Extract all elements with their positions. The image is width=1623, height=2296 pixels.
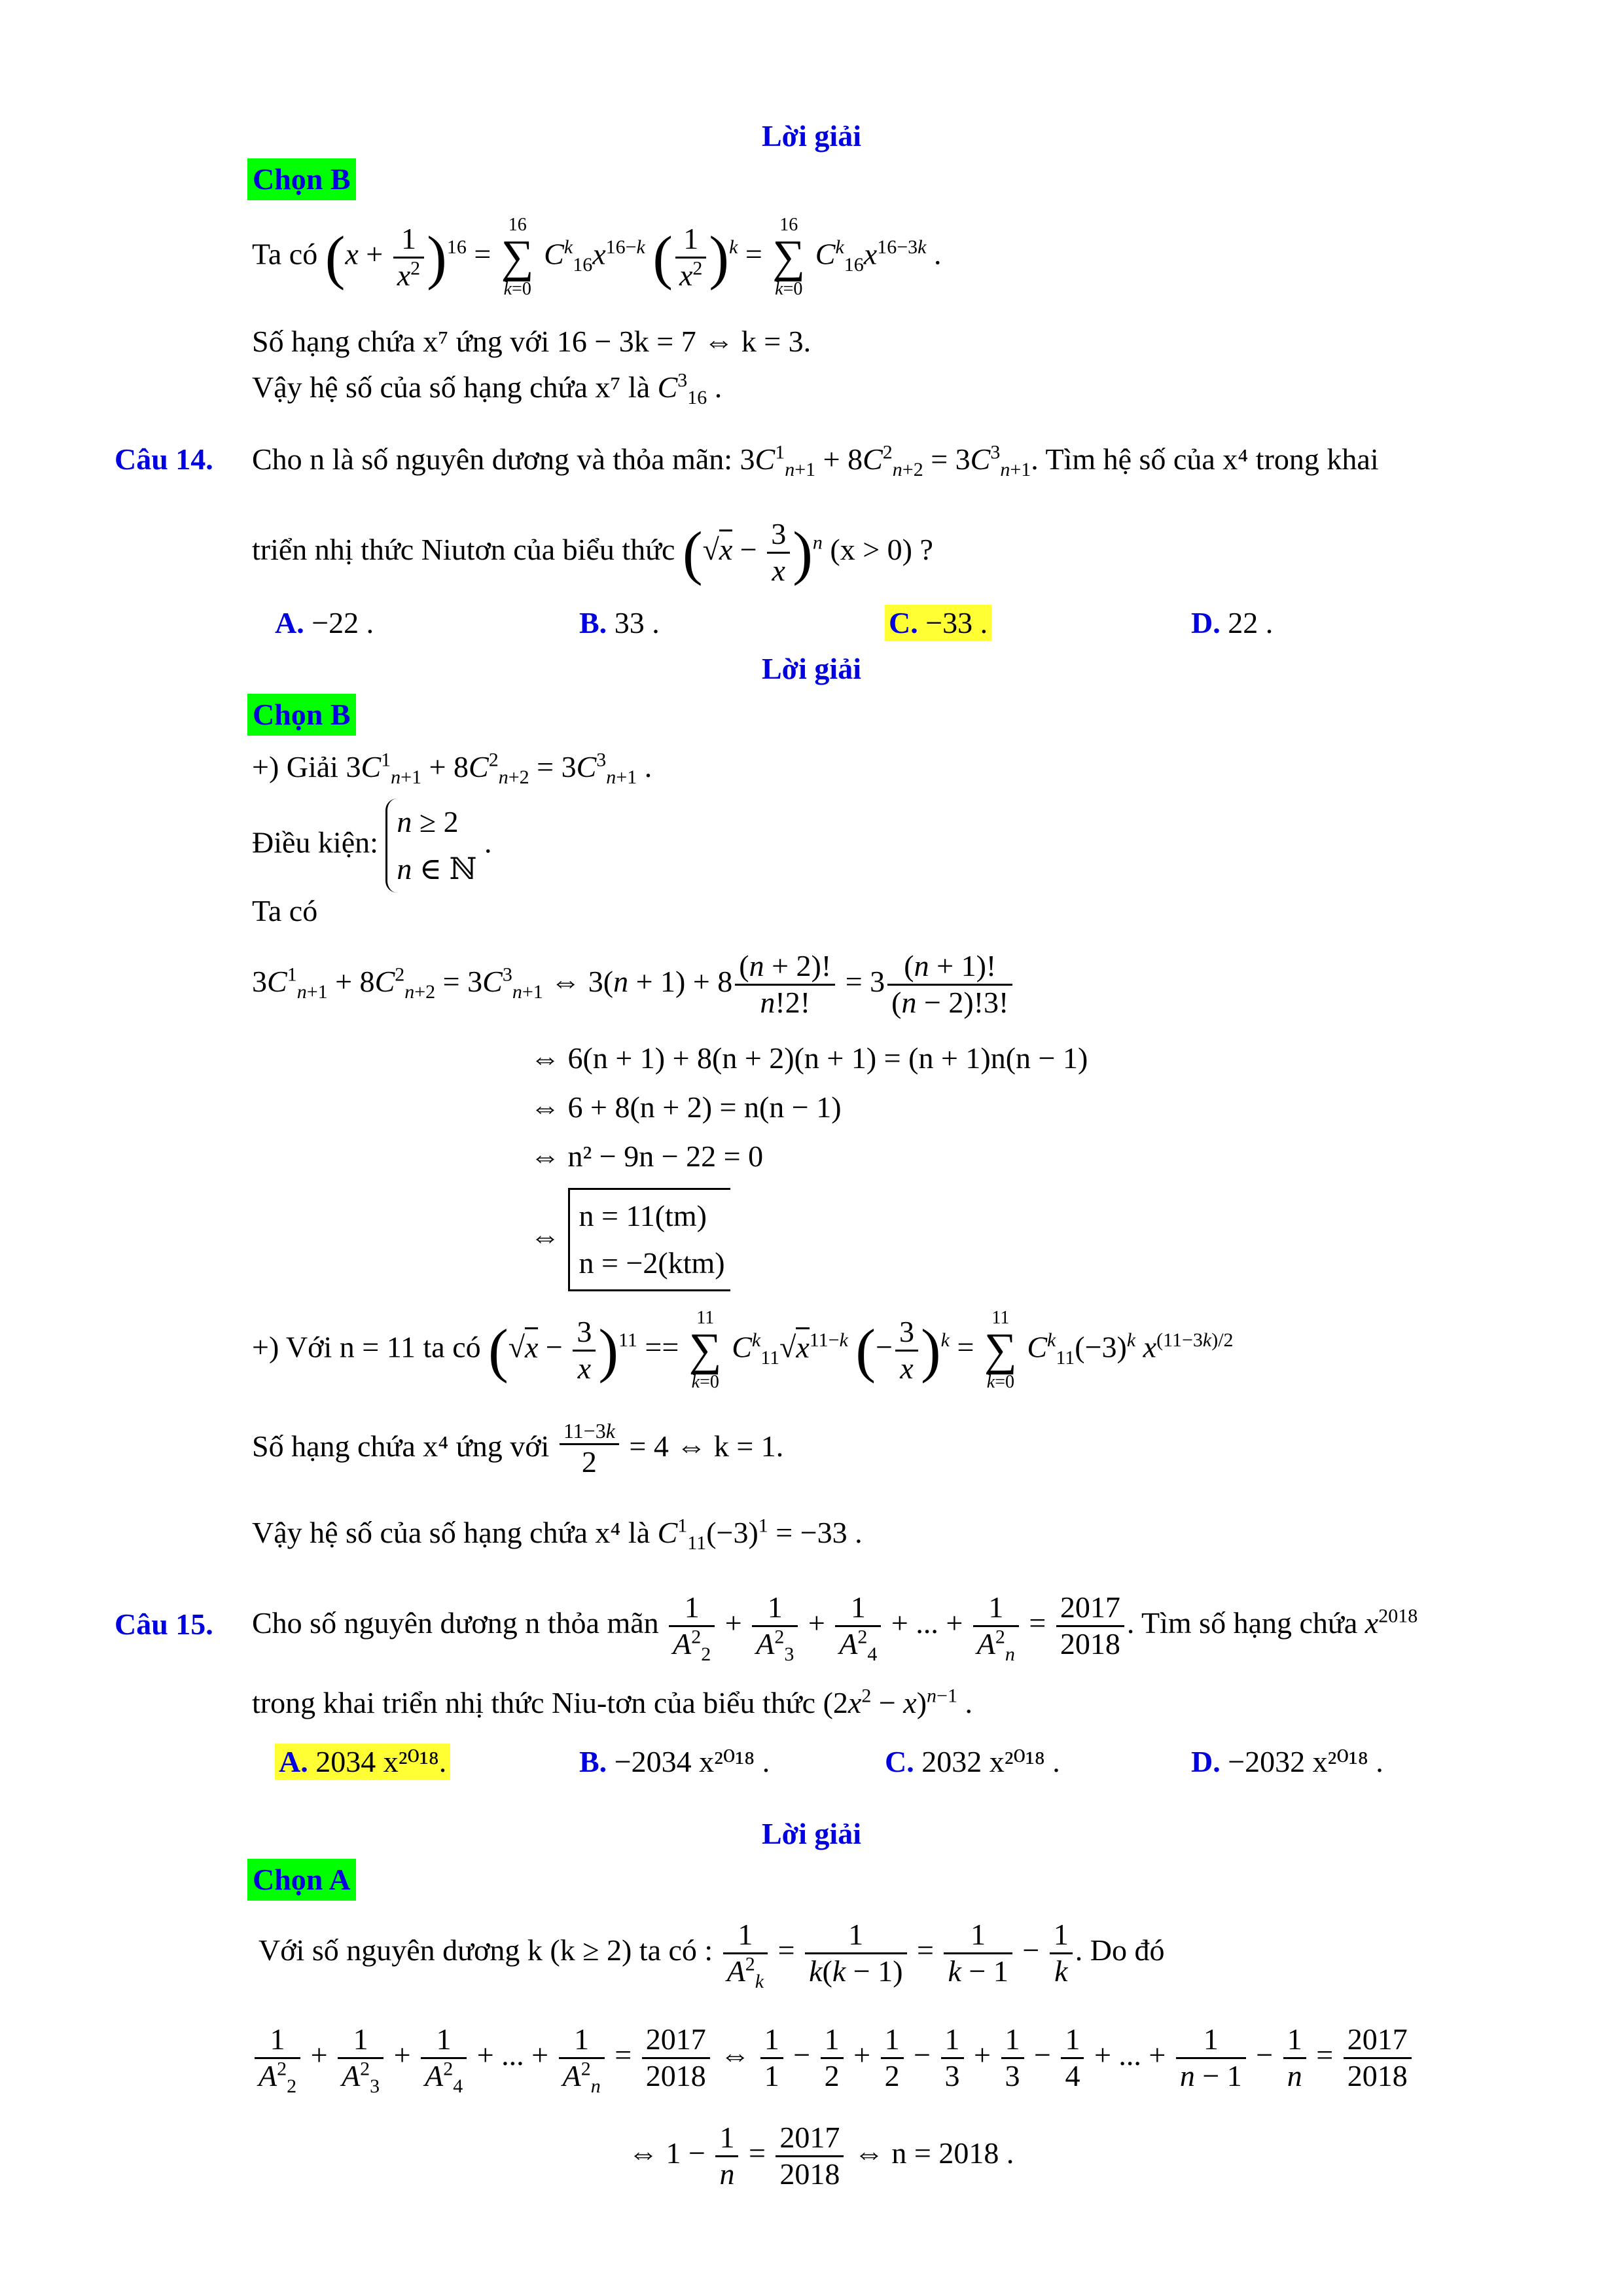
q15-option-a[interactable]: A. 2034 x²⁰¹⁸.	[275, 1741, 450, 1783]
q15-option-d[interactable]: D. −2032 x²⁰¹⁸ .	[1191, 1745, 1383, 1778]
solution-heading: Lời giải	[762, 652, 861, 685]
question-15-label: Câu 15.	[115, 1607, 213, 1641]
q14-option-c[interactable]: C. −33 .	[885, 602, 991, 644]
coefficient-conclusion: Vậy hệ số của số hạng chứa x⁷ là $C^3_{16}$ .	[252, 369, 722, 409]
taco-label: Ta có	[252, 894, 318, 927]
equation-line-4: ⇔ n² − 9n − 22 = 0	[530, 1139, 764, 1173]
question-14-label: Câu 14.	[115, 442, 213, 476]
q14-option-a[interactable]: A. −22 .	[275, 606, 374, 639]
solution-heading: Lời giải	[762, 119, 861, 152]
equation-line-1: $3C^1_{n+1} + 8C^2_{n+2} = 3C^3_{n+1}$ ⇔ 3(n + 1) + 8 $\frac{(n + 2)!}{n!2!}$ = 3 $\frac{(n + 1)!}{(n - 2)!3!}$	[252, 942, 1015, 1021]
choice-label: Chọn B	[247, 694, 356, 736]
identity-line: Với số nguyên dương k (k ≥ 2) ta có : $\frac{1}{A^2_k}$ = $\frac{1}{k(k - 1)}$ = $\frac{1}{k - 1}$ − $\frac{1}{k}$ . Do đó	[259, 1918, 1165, 1993]
question-15-text-2: trong khai triển nhị thức Niu-tơn của biểu thức $(2x^2 - x)^{n-1}$ .	[252, 1685, 972, 1719]
expansion-line: Ta có (x + $\frac{1}{x^2}$ )$^{16}$ = 16 ∑ k=0 $C^k_{16}x^{16-k}$ ( $\frac{1}{x^2}$ )$^k$ = 16 ∑ k=0 $C^k_{16}x^{16-3k}$ .	[252, 215, 942, 299]
equation-line-5: ⇔ n = 11(tm) n = −2(ktm)	[530, 1188, 730, 1291]
equation-line-2: ⇔ 6(n + 1) + 8(n + 2)(n + 1) = (n + 1)n(n − 1)	[530, 1041, 1088, 1075]
equation-line-3: ⇔ 6 + 8(n + 2) = n(n − 1)	[530, 1090, 842, 1124]
sum-line: $\frac{1}{A^2_2}$ + $\frac{1}{A^2_3}$ + $\frac{1}{A^2_4}$ + ... + $\frac{1}{A^2_n}$ = $\frac{2017}{2018}$ ⇔ $\frac{1}{1}$ − $\frac{1}{2}$ + $\frac{1}{2}$ − $\frac{1}{3}$ + $\frac{1}{3}$ − $\frac{1}{4}$ + ... + $\frac{1}{n - 1}$ − $\frac{1}{n}$ = $\frac{2017}{2018}$	[252, 2016, 1414, 2094]
solution-heading: Lời giải	[762, 1817, 861, 1850]
q14-option-b[interactable]: B. 33 .	[579, 606, 660, 639]
question-14-text: Cho n là số nguyên dương và thỏa mãn: $3C^1_{n+1} + 8C^2_{n+2} = 3C^3_{n+1}$. Tìm hệ số của x⁴ trong khai	[252, 441, 1379, 481]
x4-condition: Số hạng chứa x⁴ ứng với $\frac{11-3k}{2}$ = 4 ⇔ k = 1.	[252, 1419, 784, 1479]
question-15-text: Cho số nguyên dương n thỏa mãn $\frac{1}{A^2_2}$ + $\frac{1}{A^2_3}$ + $\frac{1}{A^2_4}$ + ... + $\frac{1}{A^2_n}$ = $\frac{2017}{2018}$ . Tìm số hạng chứa $x^{2018}$	[252, 1590, 1418, 1666]
q14-conclusion: Vậy hệ số của số hạng chứa x⁴ là $C^1_{11}(-3)^1 = -33$ .	[252, 1515, 863, 1554]
question-14-text-2: triển nhị thức Niutơn của biểu thức (√x − $\frac{3}{x}$ )$^n$ (x > 0) ?	[252, 517, 933, 587]
condition-line: Điều kiện: n ≥ 2 n ∈ ℕ .	[252, 798, 492, 893]
q15-option-c[interactable]: C. 2032 x²⁰¹⁸ .	[885, 1745, 1060, 1778]
choice-label: Chọn B	[247, 158, 356, 200]
final-line: ⇔ 1 − $\frac{1}{n}$ = $\frac{2017}{2018}$ ⇔ n = 2018 .	[628, 2121, 1014, 2191]
q15-option-b[interactable]: B. −2034 x²⁰¹⁸ .	[579, 1745, 770, 1778]
q14-option-d[interactable]: D. 22 .	[1191, 606, 1274, 639]
choice-label: Chọn A	[247, 1859, 356, 1901]
term-condition: Số hạng chứa x⁷ ứng với 16 − 3k = 7 ⇔ k = 3.	[252, 325, 812, 358]
n11-expansion: +) Với n = 11 ta có (√x − $\frac{3}{x}$ )$^{11}$ == 11 ∑ k=0 $C^k_{11}√x^{11-k}$ (− $\frac{3}{x}$ )$^k$ = 11 ∑ k=0 $C^k_{11}(-3)^k$ $x^{(11-3k)/2}$	[252, 1308, 1234, 1392]
solve-line: +) Giải $3C^1_{n+1} + 8C^2_{n+2} = 3C^3_{n+1}$ .	[252, 749, 652, 789]
